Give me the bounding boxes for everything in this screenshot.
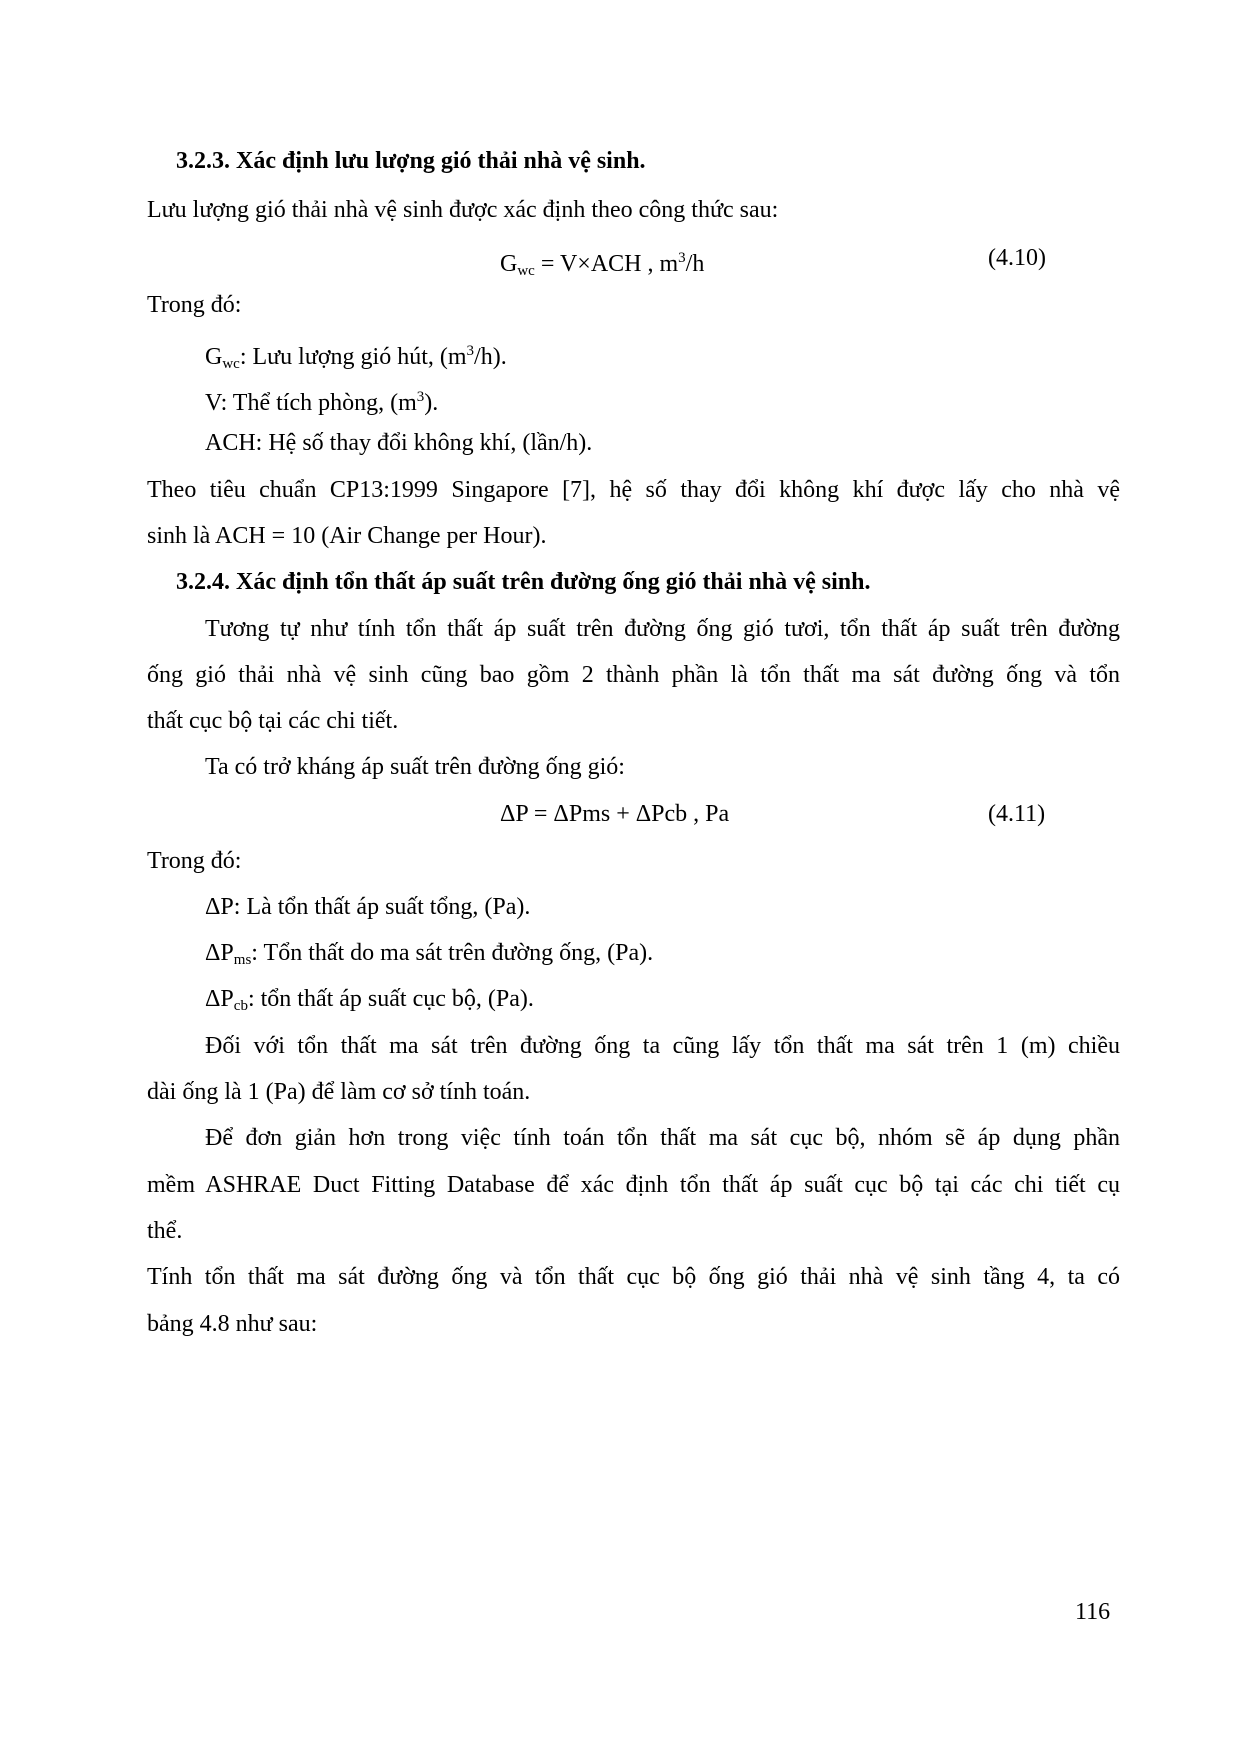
definition-v: V: Thể tích phòng, $(m^3)$. xyxy=(205,389,439,416)
paragraph-4-line-2: mềm ASHRAE Duct Fitting Database để xác định tổn thất áp suất cục bộ tại các chi tiết cụ xyxy=(147,1172,1120,1198)
paragraph-5-line-1: Tính tổn thất ma sát đường ống và tổn thất cục bộ ống gió thải nhà vệ sinh tầng 4, ta có xyxy=(147,1264,1120,1290)
equation-number-4-11: (4.11) xyxy=(988,801,1046,827)
paragraph-1-line-1: Tương tự như tính tổn thất áp suất trên đường ống gió tươi, tổn thất áp suất trên đường xyxy=(205,616,1120,642)
paragraph-4-line-1: Để đơn giản hơn trong việc tính toán tổn thất ma sát cục bộ, nhóm sẽ áp dụng phần xyxy=(205,1125,1120,1151)
paragraph-2: Ta có trở kháng áp suất trên đường ống gió: xyxy=(205,754,625,780)
equation-4-11: ΔP = ΔPms + ΔPcb , Pa xyxy=(500,801,730,827)
definition-delta-p: ΔP: Là tổn thất áp suất tổng, (Pa). xyxy=(205,894,531,920)
equation-4-10: $G_{wc} = V\times ACH$ , $m^3/h$ xyxy=(500,250,705,279)
standard-text-line-2: sinh là ACH = 10 (Air Change per Hour). xyxy=(147,523,547,549)
intro-text: Lưu lượng gió thải nhà vệ sinh được xác định theo công thức sau: xyxy=(147,197,779,223)
section-heading-3-2-4: 3.2.4. Xác định tổn thất áp suất trên đường ống gió thải nhà vệ sinh. xyxy=(176,569,871,595)
where-label: Trong đó: xyxy=(147,292,242,318)
definition-delta-pms: $\Delta P_{ms}$: Tổn thất do ma sát trên đường ống, (Pa). xyxy=(205,940,654,968)
definition-ach: ACH: Hệ số thay đổi không khí, (lần/h). xyxy=(205,430,593,456)
equation-number-4-10: (4.10) xyxy=(988,245,1046,271)
paragraph-1-line-2: ống gió thải nhà vệ sinh cũng bao gồm 2 thành phần là tổn thất ma sát đường ống và tổn xyxy=(147,662,1120,688)
paragraph-3-line-2: dài ống là 1 (Pa) để làm cơ sở tính toán. xyxy=(147,1079,531,1105)
paragraph-3-line-1: Đối với tổn thất ma sát trên đường ống ta cũng lấy tổn thất ma sát trên 1 (m) chiều xyxy=(205,1033,1120,1059)
definition-gwc: $G_{wc}$: Lưu lượng gió hút, $(m^3/h)$. xyxy=(205,343,507,372)
paragraph-5-line-2: bảng 4.8 như sau: xyxy=(147,1311,318,1337)
definition-delta-pcb: $\Delta P_{cb}$: tổn thất áp suất cục bộ, (Pa). xyxy=(205,986,534,1014)
paragraph-1-line-3: thất cục bộ tại các chi tiết. xyxy=(147,708,399,734)
section-heading-3-2-3: 3.2.3. Xác định lưu lượng gió thải nhà vệ sinh. xyxy=(176,148,646,174)
page-number: 116 xyxy=(1075,1599,1111,1625)
standard-text-line-1: Theo tiêu chuẩn CP13:1999 Singapore [7], hệ số thay đổi không khí được lấy cho nhà vệ xyxy=(147,477,1120,503)
where-label-2: Trong đó: xyxy=(147,848,242,874)
paragraph-4-line-3: thể. xyxy=(147,1218,183,1244)
